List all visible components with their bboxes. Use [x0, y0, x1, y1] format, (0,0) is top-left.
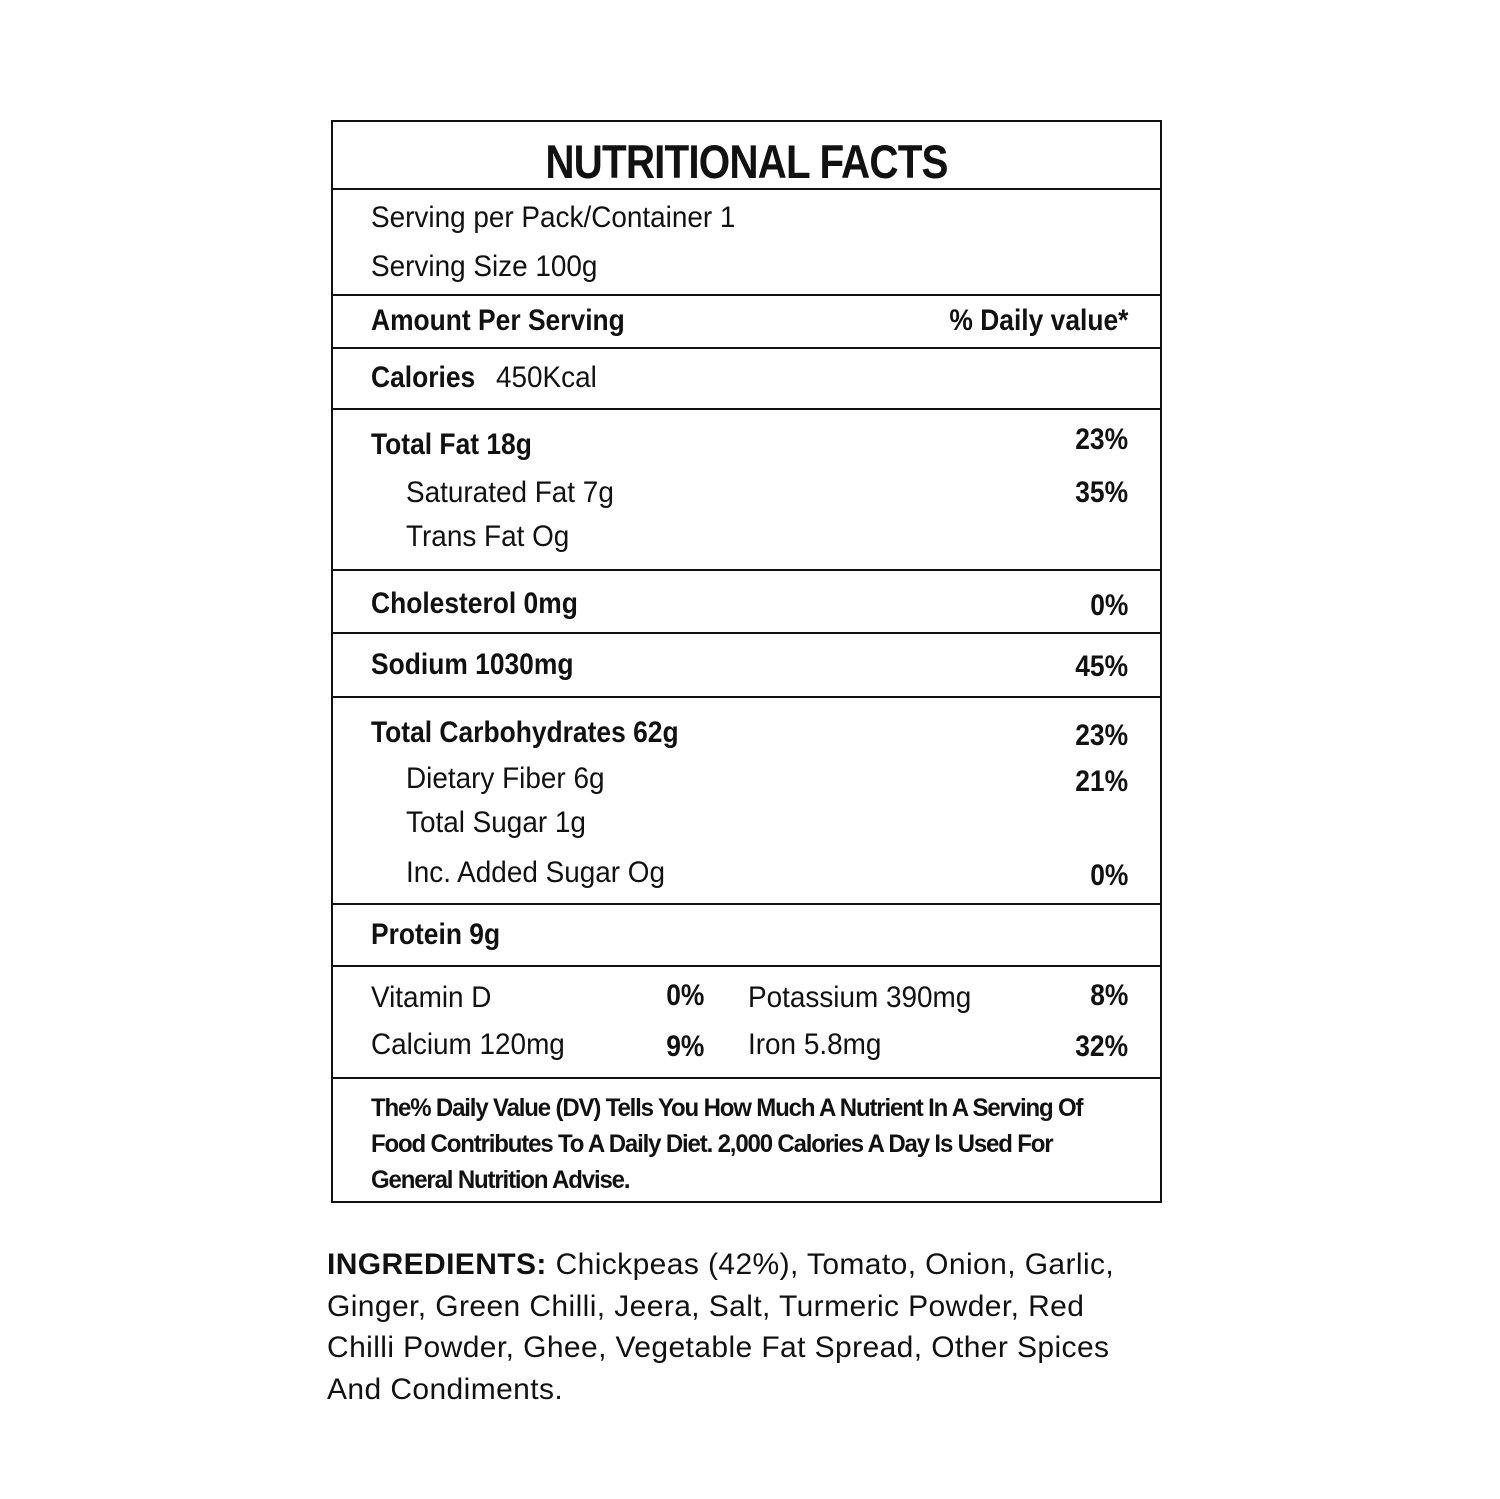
nutrition-facts-label — [331, 120, 1162, 1203]
vitamin-d-label: Vitamin D — [371, 981, 492, 1014]
divider — [333, 569, 1160, 571]
cholesterol-label: Cholesterol 0mg — [371, 587, 578, 620]
vitamin-d-dv: 0% — [665, 979, 704, 1012]
trans-fat-label: Trans Fat Og — [406, 520, 570, 553]
ingredients-text: Chickpeas (42%), Tomato, Onion, Garlic, Ginger, Green Chilli, Jeera, Salt, Turmeric Powder, Red Chilli Powder, Ghee, Vegetable Fat Spread, Other Spices And Condiments. — [327, 1248, 1115, 1406]
ingredients-label: INGREDIENTS: — [327, 1248, 547, 1281]
calories-value: 450Kcal — [495, 361, 597, 394]
total-fat-dv: 23% — [1075, 423, 1128, 456]
serving-per-pack: Serving per Pack/Container 1 — [371, 201, 736, 234]
total-sugar-label: Total Sugar 1g — [406, 806, 586, 839]
ingredients-block — [327, 1244, 1157, 1410]
divider — [333, 408, 1160, 410]
divider — [333, 294, 1160, 296]
daily-value-header: % Daily value* — [948, 304, 1128, 337]
divider — [333, 347, 1160, 349]
dietary-fiber-dv: 21% — [1075, 765, 1128, 798]
potassium-label: Potassium 390mg — [748, 981, 972, 1014]
divider — [333, 903, 1160, 905]
daily-value-footnote: The% Daily Value (DV) Tells You How Much A Nutrient In A Serving Of Food Contributes To A Daily Diet. 2,000 Calories A Day Is Used For General Nutrition Advise. — [371, 1094, 1083, 1194]
sodium-dv: 45% — [1075, 650, 1128, 683]
divider — [333, 188, 1160, 190]
iron-label: Iron 5.8mg — [748, 1028, 882, 1061]
added-sugar-label: Inc. Added Sugar Og — [406, 856, 666, 889]
calories-label: Calories — [371, 361, 476, 394]
sodium-label: Sodium 1030mg — [371, 648, 574, 681]
iron-dv: 32% — [1075, 1030, 1128, 1063]
dietary-fiber-label: Dietary Fiber 6g — [406, 762, 605, 795]
saturated-fat-label: Saturated Fat 7g — [406, 476, 614, 509]
divider — [333, 965, 1160, 967]
protein-label: Protein 9g — [371, 918, 501, 951]
divider — [333, 1077, 1160, 1079]
serving-size: Serving Size 100g — [371, 250, 598, 283]
total-carbohydrates-label: Total Carbohydrates 62g — [371, 716, 679, 749]
potassium-dv: 8% — [1089, 979, 1128, 1012]
label-title: NUTRITIONAL FACTS — [545, 135, 948, 188]
amount-per-serving-header: Amount Per Serving — [371, 304, 625, 337]
cholesterol-dv: 0% — [1089, 589, 1128, 622]
total-fat-label: Total Fat 18g — [371, 428, 532, 461]
added-sugar-dv: 0% — [1089, 859, 1128, 892]
saturated-fat-dv: 35% — [1075, 476, 1128, 509]
divider — [333, 632, 1160, 634]
divider — [333, 696, 1160, 698]
calcium-dv: 9% — [665, 1030, 704, 1063]
calories-row — [371, 363, 604, 393]
total-carbohydrates-dv: 23% — [1075, 719, 1128, 752]
calcium-label: Calcium 120mg — [371, 1028, 565, 1061]
